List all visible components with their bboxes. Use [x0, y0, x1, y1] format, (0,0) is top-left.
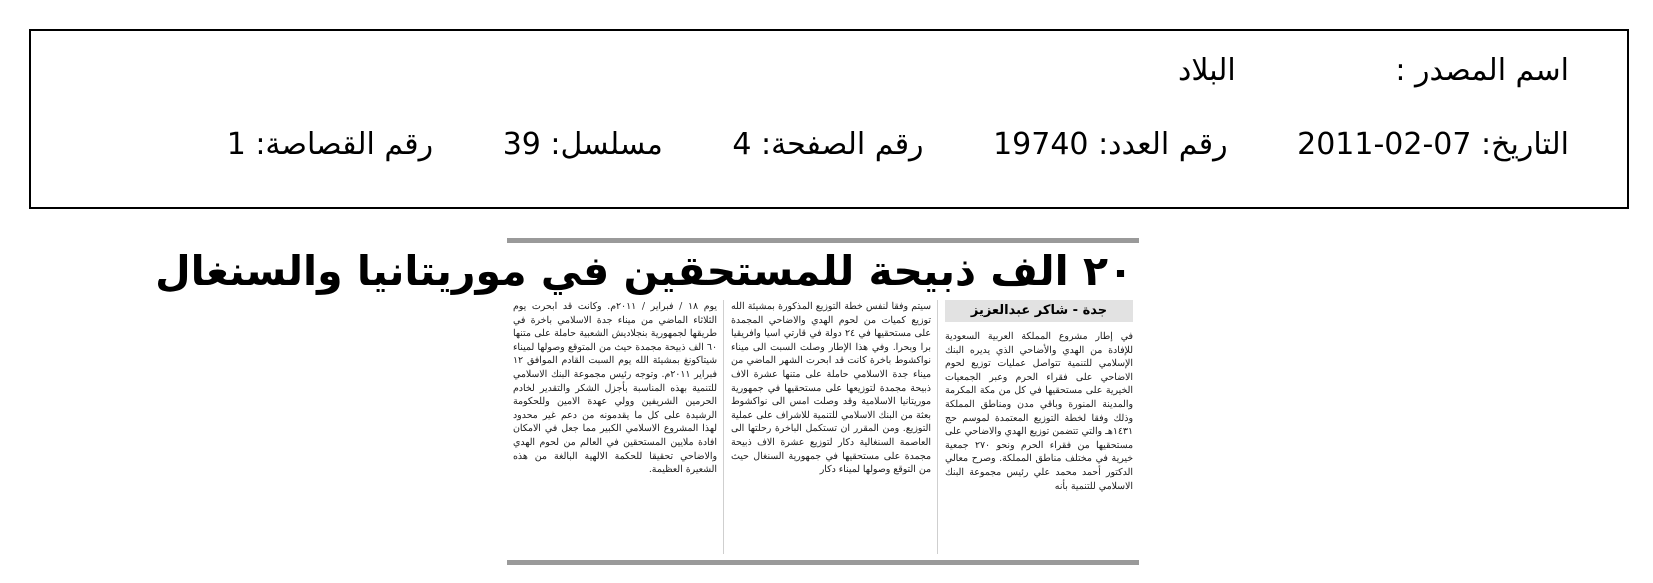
article-column-1-text: في إطار مشروع المملكة العربية السعودية للإفادة من الهدي والأضاحي الذي يديره البنك الإسلامي للتنمية تتواصل عمليات توزيع لحوم الاضاحي على فقراء الحرم وعبر الجمعيات الخيرية على مستحقيها في كل من مكة المكرمة والمدينة المنورة وباقي مدن ومناطق المملكة وذلك وفقا لخطة التوزيع المعتمدة لموسم حج ١٤٣١هـ والتي تتضمن توزيع الهدي والاضاحي على مستحقيها من فقراء الحرم ونحو ٢٧٠ جمعية خيرية في مختلف مناطق المملكة. وصرح معالي الدكتور أحمد محمد علي رئيس مجموعة البنك الاسلامي للتنمية بأنه [945, 331, 1133, 492]
source-info-box [29, 29, 1629, 209]
date-value: 2011-02-07 [1297, 127, 1472, 162]
clip-label: رقم القصاصة: [255, 127, 434, 162]
article-headline: ٢٠ الف ذبيحة للمستحقين في موريتانيا والسنغال [155, 247, 1133, 295]
source-row [1178, 53, 1569, 88]
newspaper-clipping [155, 238, 1139, 565]
details-row [227, 127, 1569, 162]
issue-label: رقم العدد: [1098, 127, 1228, 162]
top-rule [507, 238, 1139, 243]
issue-value: 19740 [993, 127, 1089, 162]
source-label: اسم المصدر : [1395, 53, 1569, 88]
date-label: التاريخ: [1481, 127, 1569, 162]
article-column-1 [945, 330, 1133, 555]
article-byline: جدة - شاكر عبدالعزيز [945, 300, 1133, 322]
serial-value: 39 [502, 127, 541, 162]
article-column-3 [513, 300, 717, 556]
clip-value: 1 [226, 127, 246, 162]
article-column-3-text: يوم ١٨ / فبراير / ٢٠١١م. وكانت قد ابحرت يوم الثلاثاء الماضي من ميناء جدة الاسلامي باخرة في طريقها لجمهورية بنجلاديش الشعبية حاملة على متنها ٦٠ الف ذبيحة مجمدة حيث من المتوقع وصولها لميناء شيتاكونغ بمشيئة الله يوم السبت القادم الموافق ١٢ فبراير ٢٠١١م. وتوجه رئيس مجموعة البنك الاسلامي للتنمية بهذه المناسبة بأجزل الشكر والتقدير لخادم الحرمين الشريفين وولي عهدة الامين وللحكومة الرشيدة على كل ما يقدمونه من دعم غير محدود لهذا المشروع الاسلامي الكبير مما جعل في الامكان افادة ملايين المستحقين في العالم من لحوم الهدي والاضاحي تحقيقا للحكمة الالهية البالغة من هذه الشعيرة العظيمة. [513, 301, 717, 476]
column-divider [723, 300, 724, 554]
column-divider [937, 300, 938, 554]
article-column-2 [731, 300, 931, 556]
page-label: رقم الصفحة: [760, 127, 924, 162]
article-column-2-text: سيتم وفقا لنفس خطة التوزيع المذكورة بمشيئة الله توزيع كميات من لحوم الهدي والاضاحي المجمدة على مستحقيها في ٢٤ دولة في قارتي اسيا وافريقيا برا وبحرا. وفي هذا الإطار وصلت السبت الى ميناء نواكشوط باخرة كانت قد ابحرت الشهر الماضي من ميناء جدة الاسلامي حاملة على متنها عشرة الاف ذبيحة مجمدة لتوزيعها على مستحقيها في جمهورية موريتانيا الاسلامية وقد وصلت امس الى نواكشوط بعثة من البنك الاسلامي للتنمية للاشراف على عملية التوزيع. ومن المقرر ان تستكمل الباخرة رحلتها الى العاصمة السنغالية دكار لتوزيع عشرة الاف ذبيحة مجمدة على مستحقيها في جمهورية السنغال حيث من التوقع وصولها لميناء دكار [731, 301, 931, 476]
bottom-rule [507, 560, 1139, 565]
page-value: 4 [732, 127, 752, 162]
serial-label: مسلسل: [550, 127, 663, 162]
source-value: البلاد [1177, 53, 1236, 88]
